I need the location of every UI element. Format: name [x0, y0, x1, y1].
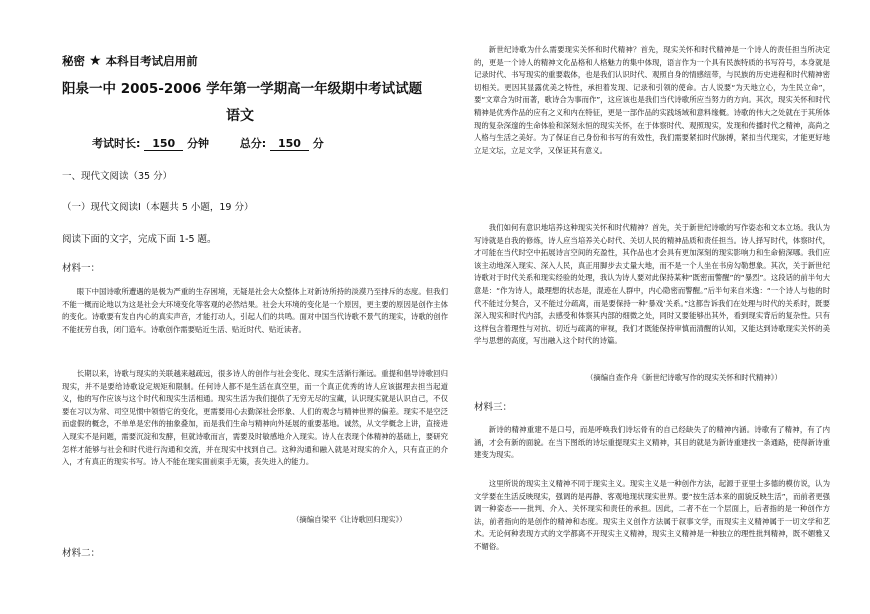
- exam-info: [92, 135, 324, 151]
- time-unit: 分钟: [187, 137, 210, 150]
- material-3-label: 材料三：: [474, 402, 513, 413]
- score-label: 总分:: [239, 137, 267, 150]
- exam-title: 阳泉一中 2005-2006 学年第一学期高一年级期中考试试题: [62, 81, 423, 97]
- material-3-paragraph-1: 新诗的精神重建不是口号，而是呼唤我们诗坛骨有的自己经缺失了的精神内涵。诗歌有了精神，有了内涵，才会有新的面貌。在当下图纸的诗坛重提现实主义精神，其目的就是为新诗重建找一条通路，使得新诗重建变为现实。: [474, 425, 830, 460]
- material-1-paragraph-2: 长期以来，诗歌与现实的关联越来越疏远，很多诗人的创作与社会变化、现实生活渐行渐远。重提和倡导诗歌回归现实，并不是要给诗歌设定规矩和限制。任何诗人都不是生活在真空里，而一个真正优秀的诗人应该据理去担当起道义，他的写作应该与这个时代和现实生活相通。现实生活为我们提供了无穷无尽的宝藏，认识现实就是认识自己，不仅要在习以为常、司空见惯中领悟它的变化，更需要用心去勤深社会形象、人们的观念与精神世界的偏差。现实不是空泛而虚假的概念，不单单是宏伟的抽象叠加，而是我们生命与精神向外延展的重要基地。诚然，从文学概念上讲，直接进入现实不是问题，需要沉淀和发酵，但就诗歌而言，需要及时敏感地介入现实。诗人在表现个体精神的基础上，要研究怎样才能够与社会和时代进行沟通和交流，并在现实中找到自己。这种沟通和融入就是对现实的介入，只有直正的介入，才有真正的现实书写。诗人不能在现实面前束手无策，丧失进入的能力。: [62, 369, 448, 467]
- material-2-source: （摘编自查作舟《新世纪诗歌写作的现实关怀和时代精神》）: [586, 373, 782, 382]
- material-1-source: （摘编自梁平《让诗歌回归现实》）: [292, 515, 407, 524]
- confidential-notice: [62, 53, 198, 69]
- material-3-paragraph-2: 这里所说的现实主义精神不同于现实主义。现实主义是一种创作方法，起源于亚里士多德的模仿说，认为文学要在生活反映现实，强调的是再静、客观地现状现实世界。要“按生活本来的面貌反映生活”，而前者更强调一种姿态——批判、介入、关怀现实和责任的承担。因此，二者不在一个层面上，后者指的是一种创作方法，前者指向的是创作的精神和态度。现实主义创作方法属于叙事文学，而现实主义精神属于一切文学和艺术。无论何种表现方式的文学都离不开现实主义精神，现实主义精神是一种独立的理性批判精神，既不媚雅又不媚俗。: [474, 479, 830, 551]
- score-unit: 分: [312, 137, 324, 150]
- material-2-paragraph-2: 我们如何有意识地培养这种现实关怀和时代精神？首先，关于新世纪诗歌的写作姿态和文本立场。我认为写诗就是自我的修炼，诗人应当培养关心时代、关切人民的精神品质和责任担当。诗人择写时代，体察时代，才可能在当代时空中拓展诗言空间的充盈性，其作品也才会具有更加深刻的现实影响力和生命俯深哪。我们应该主动地深入现实、深入人民，真正用脚步去丈量大地，而不是一个人坐在书房勾勒想象。其次，关于新世纪诗歌对于时代关系和现实经验的处理，我认为诗人要对此保持某种“既密而警醒”的“暴烈”。这段话的前半句大意是：“作为诗人，最理想的状态是，混迹在人群中，内心隐密而警醒。”后半句来自米逸：“一个诗人与他的时代不能过分契合，又不能过分疏离，而是要保持一种‘暴戏’关系。”这都告诉我们在处理与时代的关系时，既要深入现实和时代内部，去感受和体察其内部的细微之处，同时又要能够出其外，看到现实背后的复杂性。只有这样包含着理性与对抗、切近与疏离的审视，我们才既能保持审慎而清醒的认知，又能达到诗歌现实关怀的美学与思想的高度，写出融入这个时代的诗篇。: [474, 223, 830, 346]
- star-icon: ★: [89, 53, 102, 69]
- subject-title: 语文: [226, 108, 254, 124]
- score-value: 150: [270, 137, 309, 151]
- material-2-label: 材料二：: [62, 548, 101, 559]
- section-heading-1: 一、现代文阅读（35 分）: [62, 171, 173, 182]
- material-1-label: 材料一：: [62, 263, 101, 274]
- secret-text: 本科目考试启用前: [105, 54, 198, 68]
- material-1-paragraph-1: 眼下中国诗歌所遭遇的是极为严重的生存困境，无疑是社会大众整体上对新诗所持的淡漠乃至排斥的态度。但我们不能一概而论地以为这是社会大环境变化等客观的必然结果。社会大环境的变化是一个原因，更主要的原因是创作主体的变化。诗歌要有发自内心的真实声音，才能打动人，引起人们的共鸣。面对中国当代诗歌不景气的现实，诗歌的创作不能抚劳自我，闭门造车。诗歌创作需要贴近生活、贴近时代、贴近读者。: [62, 287, 448, 334]
- time-label: 考试时长:: [92, 137, 141, 150]
- instruction-text: 阅读下面的文字，完成下面 1-5 题。: [62, 234, 217, 245]
- section-heading-1-1: （一）现代文阅读Ⅰ（本题共 5 小题，19 分）: [62, 202, 254, 213]
- secret-label: 秘密: [62, 54, 85, 68]
- material-2-paragraph-1: 新世纪诗歌为什么需要现实关怀和时代精神？首先，现实关怀和时代精神是一个诗人的责任担当所决定的，更是一个诗人的精神文化品格和人格魅力的集中体现，语言作为一个具有民族特质的书写符号，本身就是记录时代、书写现实的重要载体，也是我们认识时代、观照自身的情感纽带，与民族的历史进程和时代精神密切相关。更因其显露优美之特性，承担着发现、记录和引领的使命。古人说要“为天地立心，为生民立命”，要“文章合为时而著，歌诗合为事而作”，这应该也是我们当代诗歌所应当努力的方向。其次，现实关怀和时代精神是优秀作品的应有之义和内在特征，更是一部作品的实践场域和意料缘概。诗歌的伟大之处就在于其所体现的复杂深邃的生命体验和深刻永恒的现实关怀，在于体察时代、观照现实，发现和传播时代之精神，高尚之人格与生活之美好。为了保证自己身份和书写的有效性，我们需要紧扣时代脉搏，紧扣当代现实，才能更好地立足文坛，立足文学，又保证其有意义。: [474, 45, 830, 155]
- time-value: 150: [144, 137, 183, 151]
